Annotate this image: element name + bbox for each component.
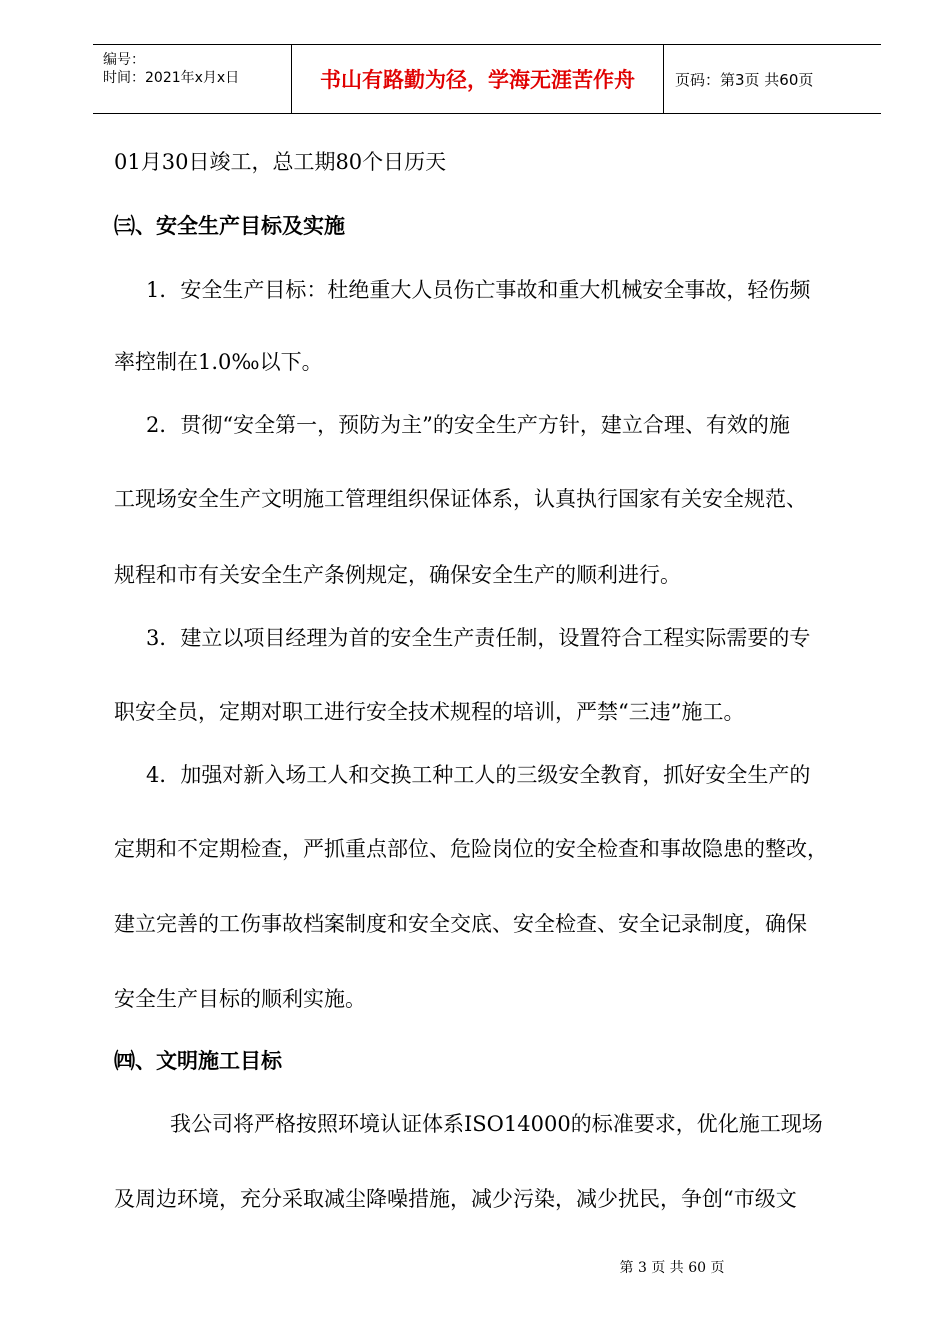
body-line: 工现场安全生产文明施工管理组织保证体系，认真执行国家有关安全规范、: [114, 487, 807, 511]
document-time-label: 时间：2021年x月x日: [103, 70, 240, 86]
body-line: 4．加强对新入场工人和交换工种工人的三级安全教育，抓好安全生产的: [146, 763, 811, 787]
body-line: 安全生产目标的顺利实施。: [114, 987, 366, 1011]
body-line: 2．贯彻“安全第一，预防为主”的安全生产方针，建立合理、有效的施: [146, 413, 790, 437]
body-line: 及周边环境，充分采取减尘降噪措施，减少污染，减少扰民，争创“市级文: [114, 1187, 797, 1211]
body-line: 规程和市有关安全生产条例规定，确保安全生产的顺利进行。: [114, 563, 681, 587]
body-line: 我公司将严格按照环境认证体系ISO14000的标准要求，优化施工现场: [170, 1112, 823, 1136]
footer-page-number: 第 3 页 共 60 页: [619, 1260, 725, 1276]
page-footer: [0, 1257, 950, 1277]
body-line: 01月30日竣工，总工期80个日历天: [114, 150, 447, 174]
section-heading: ㈣、文明施工目标: [114, 1049, 282, 1073]
header-motto: 书山有路勤为径，学海无涯苦作舟: [292, 45, 664, 113]
section-heading: ㈢、安全生产目标及实施: [114, 214, 345, 238]
body-line: 职安全员，定期对职工进行安全技术规程的培训，严禁“三违”施工。: [114, 700, 745, 724]
body-line: 1．安全生产目标：杜绝重大人员伤亡事故和重大机械安全事故，轻伤频: [146, 278, 811, 302]
body-line: 建立完善的工伤事故档案制度和安全交底、安全检查、安全记录制度，确保: [114, 912, 807, 936]
body-line: 定期和不定期检查，严抓重点部位、危险岗位的安全检查和事故隐患的整改，: [114, 837, 828, 861]
page-header: [93, 44, 881, 114]
header-meta: [93, 45, 292, 113]
header-page-number: 页码：第3页 共60页: [675, 70, 814, 89]
body-line: 3．建立以项目经理为首的安全生产责任制，设置符合工程实际需要的专: [146, 626, 811, 650]
document-number-label: 编号：: [103, 52, 145, 68]
body-line: 率控制在1.0‰以下。: [114, 350, 323, 374]
